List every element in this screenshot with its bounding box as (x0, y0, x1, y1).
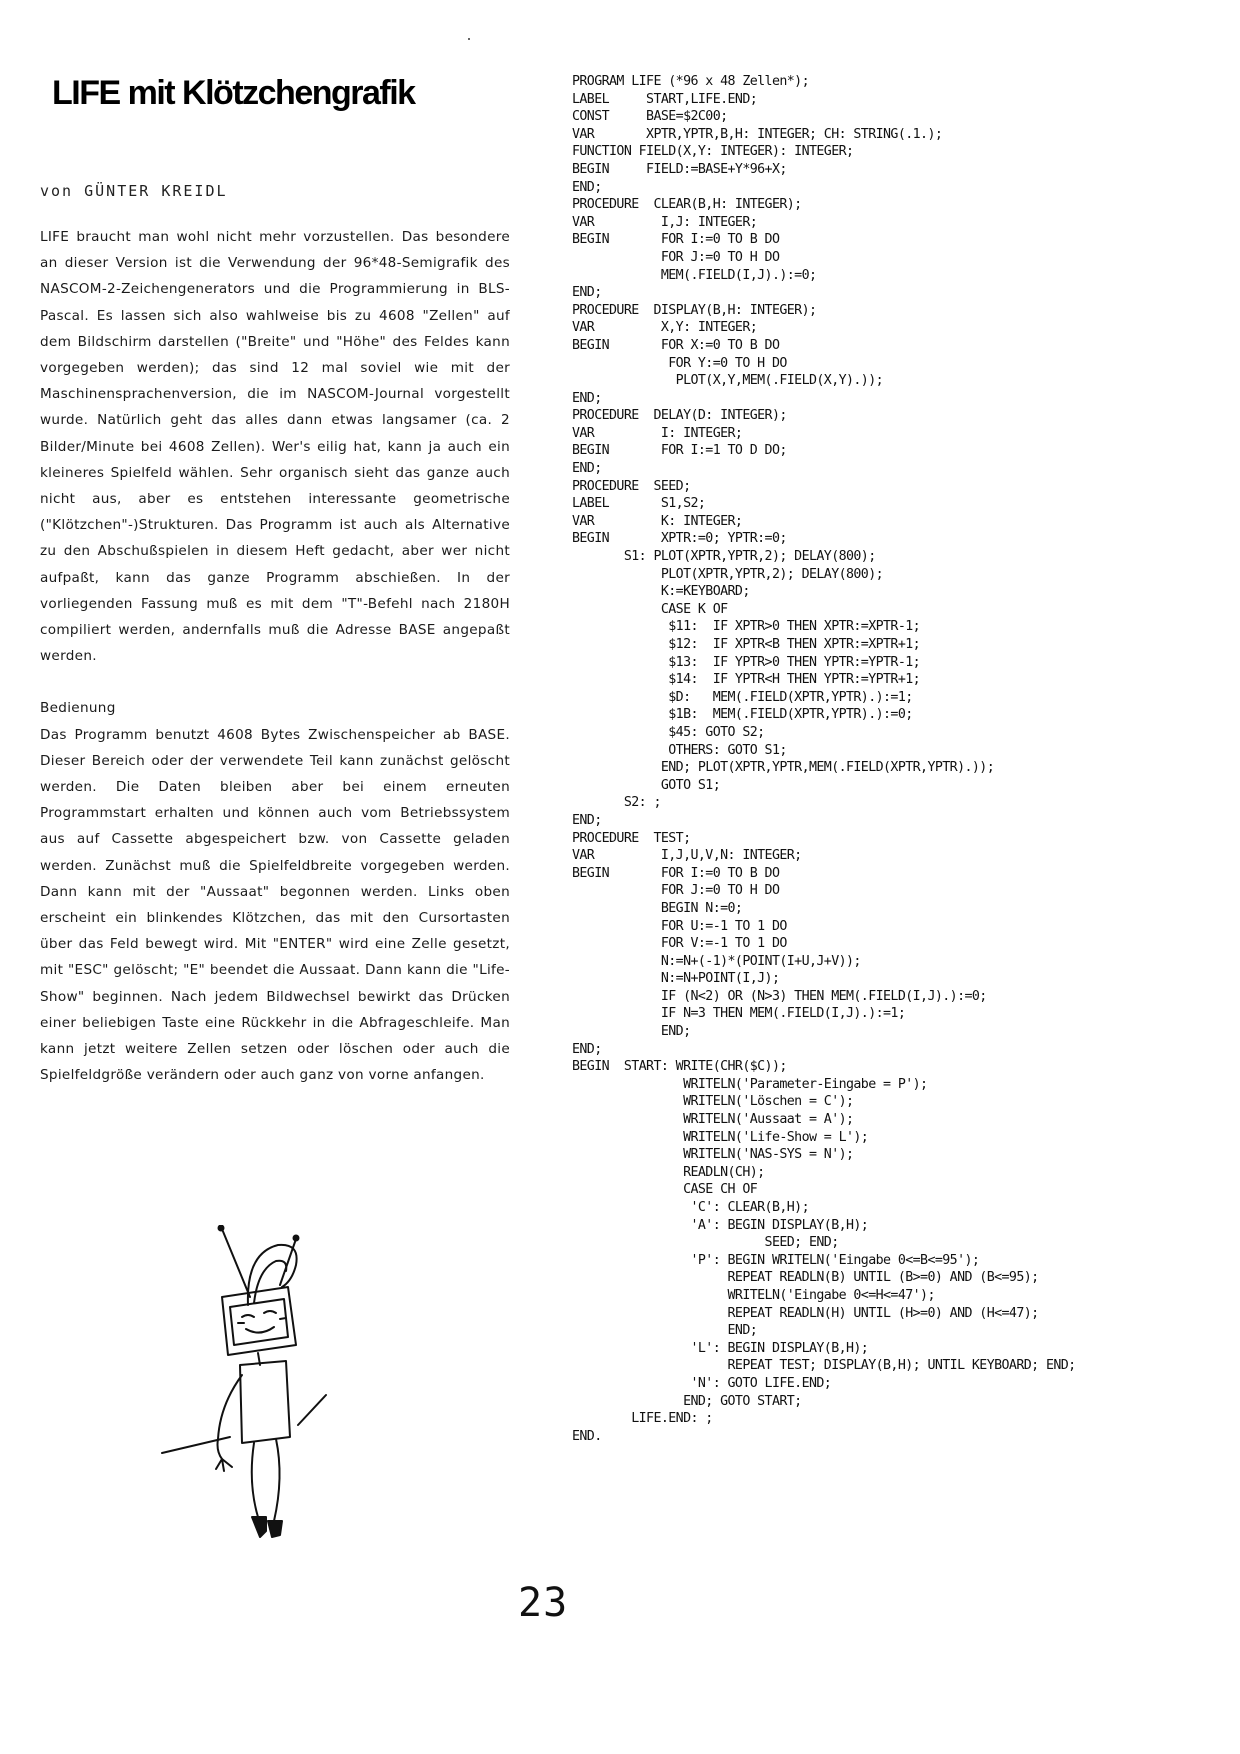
section-paragraph: Das Programm benutzt 4608 Bytes Zwischenspeicher ab BASE. Dieser Bereich oder der verwendete Teil kann zunächst gelöscht werden. Die Daten bleiben aber bei einem erneuten Programmstart erhalten und können auch vom Betriebssystem aus auf Cassette abgespeichert bzw. von Cassette geladen werden. Zunächst muß die Spielfeldbreite vorgegeben werden. Dann kann mit der "Aussaat" begonnen werden. Links oben erscheint ein blinkendes Klötzchen, das mit den Cursortasten über das Feld bewegt wird. Mit "ENTER" wird eine Zelle gesetzt, mit "ESC" gelöscht; "E" beendet die Aussaat. Dann kann die "Life-Show" beginnen. Nach jedem Bildwechsel bewirkt das Drücken einer beliebigen Taste eine Rückkehr in die Abfrageschleife. Man kann jetzt weitere Zellen setzen oder löschen oder auch die Spielfeldgröße verändern oder auch ganz von vorne anfangen. (40, 726, 510, 1084)
code-line: WRITELN('Aussaat = A'); (683, 1112, 854, 1128)
code-line: END; (727, 1323, 758, 1339)
code-line: BEGIN N:=0; (660, 900, 743, 916)
code-line: END; (660, 1024, 691, 1040)
code-line: $1B: MEM(.FIELD(XPTR,YPTR).):=0; (668, 707, 913, 723)
code-line: PLOT(X,Y,MEM(.FIELD(X,Y).)); (675, 373, 884, 389)
code-line: BEGIN XPTR:=0; YPTR:=0; (572, 531, 787, 547)
code-line: VAR I,J: INTEGER; (572, 214, 758, 230)
code-line: END; (572, 179, 602, 195)
code-line: END; GOTO START; (683, 1393, 802, 1409)
code-line: $D: MEM(.FIELD(XPTR,YPTR).):=1; (668, 689, 913, 705)
left-arm (218, 1375, 243, 1459)
eye-right (264, 1311, 276, 1313)
code-line: PROCEDURE DELAY(D: INTEGER); (572, 408, 787, 424)
code-line: 'N': GOTO LIFE.END; (690, 1375, 832, 1391)
print-speck (468, 38, 470, 40)
code-line: S1: PLOT(XPTR,YPTR,2); DELAY(800); (623, 549, 876, 565)
code-line: END; PLOT(XPTR,YPTR,MEM(.FIELD(XPTR,YPTR).)); (660, 760, 995, 776)
code-line: WRITELN('Eingabe 0<=H<=47'); (727, 1287, 935, 1303)
code-line: GOTO S1; (660, 777, 721, 793)
code-line: LIFE.END: ; (631, 1411, 713, 1427)
code-line: CASE CH OF (683, 1182, 758, 1198)
code-line: $13: IF YPTR>0 THEN YPTR:=YPTR-1; (668, 654, 921, 670)
code-line: PLOT(XPTR,YPTR,2); DELAY(800); (660, 566, 884, 582)
code-line: FOR J:=0 TO H DO (660, 249, 780, 265)
code-line: CASE K OF (660, 601, 728, 617)
eye-left (242, 1315, 254, 1317)
code-line: $14: IF YPTR<H THEN YPTR:=YPTR+1; (668, 672, 921, 688)
code-line: FOR Y:=0 TO H DO (668, 355, 787, 371)
article-title: LIFE mit Klötzchengrafik (52, 74, 415, 112)
code-line: FOR J:=0 TO H DO (660, 883, 780, 899)
code-line: $12: IF XPTR<B THEN XPTR:=XPTR+1; (668, 637, 921, 652)
code-line: BEGIN FIELD:=BASE+Y*96+X; (572, 161, 787, 177)
code-line: 'A': BEGIN DISPLAY(B,H); (690, 1217, 869, 1233)
code-line: 'P': BEGIN WRITELN('Eingabe 0<=B<=95'); (690, 1252, 980, 1268)
code-line: WRITELN('NAS-SYS = N'); (683, 1147, 854, 1163)
intro-paragraph: LIFE braucht man wohl nicht mehr vorzustellen. Das besondere an dieser Version ist die Verwendung der 96*48-Semigrafik des NASCOM-2-Zeichengenerators und die Programmierung in BLS-Pascal. Es lassen sich also wahlweise bis zu 4608 "Zellen" auf dem Bildschirm darstellen ("Breite" und "Höhe" des Feldes kann vorgegeben werden); das sind 12 mal soviel wie mit der Maschinensprachenversion, die im NASCOM-Journal vorgestellt wurde. Natürlich geht das alles dann etwas langsamer (ca. 2 Bilder/Minute bei 4608 Zellen). Wer's eilig hat, kann ja auch ein kleineres Spielfeld wählen. Sehr organisch sieht das ganze auch nicht aus, aber es entstehen interessante geometrische ("Klötzchen"-)Strukturen. Das Programm ist auch als Alternative zu den Abschußspielen in diesem Heft gedacht, aber wer nicht aufpaßt, kann das ganze Programm abschießen. In der vorliegenden Fassung muß es mit dem "T"-Befehl nach 2180H compiliert werden, andernfalls muß die Adresse BASE angepaßt werden. (40, 229, 510, 665)
code-line: END; (572, 390, 602, 406)
code-line: BEGIN FOR I:=1 TO D DO; (572, 443, 787, 459)
code-line: REPEAT READLN(B) UNTIL (B>=0) AND (B<=95); (727, 1270, 1039, 1286)
code-line: CONST BASE=$2C00; (572, 109, 728, 125)
code-line: PROGRAM LIFE (*96 x 48 Zellen*); (572, 74, 809, 89)
code-line: REPEAT READLN(H) UNTIL (H>=0) AND (H<=47); (727, 1305, 1039, 1321)
code-line: BEGIN FOR I:=0 TO B DO (572, 232, 780, 248)
code-line: PROCEDURE DISPLAY(B,H: INTEGER); (572, 302, 817, 318)
code-line: VAR XPTR,YPTR,B,H: INTEGER; CH: STRING(.1.); (572, 126, 943, 142)
code-line: END; (572, 285, 602, 301)
code-line: LABEL S1,S2; (572, 496, 706, 512)
code-line: N:=N+(-1)*(POINT(I+U,J+V)); (660, 953, 861, 969)
article-body (40, 224, 510, 1089)
antenna-left (222, 1229, 250, 1297)
code-line: VAR K: INTEGER; (572, 513, 743, 529)
code-line: PROCEDURE CLEAR(B,H: INTEGER); (572, 197, 802, 213)
code-line: N:=N+POINT(I,J); (660, 971, 780, 987)
code-line: VAR I: INTEGER; (572, 425, 743, 441)
floor-line-right (298, 1395, 326, 1425)
code-line: $45: GOTO S2; (668, 724, 765, 740)
code-line: REPEAT TEST; DISPLAY(B,H); UNTIL KEYBOARD; END; (727, 1358, 1076, 1374)
code-line: FOR V:=-1 TO 1 DO (660, 936, 787, 952)
floor-line-left (162, 1437, 230, 1453)
left-leg (252, 1443, 258, 1517)
code-line: PROCEDURE TEST; (572, 830, 691, 846)
code-line: OTHERS: GOTO S1; (668, 742, 787, 758)
code-line: BEGIN FOR I:=0 TO B DO (572, 865, 780, 881)
code-line: S2: ; (623, 795, 661, 811)
left-shoe (252, 1517, 266, 1537)
code-line: VAR I,J,U,V,N: INTEGER; (572, 848, 802, 864)
code-line: END; (572, 1041, 602, 1057)
code-line: PROCEDURE SEED; (572, 478, 691, 494)
code-line: SEED; END; (764, 1235, 839, 1251)
code-line: 'L': BEGIN DISPLAY(B,H); (690, 1340, 869, 1356)
code-line: FUNCTION FIELD(X,Y: INTEGER): INTEGER; (572, 144, 854, 160)
code-line: VAR X,Y: INTEGER; (572, 320, 758, 336)
code-line: END; (572, 812, 602, 828)
right-leg (274, 1439, 280, 1521)
code-line: WRITELN('Parameter-Eingabe = P'); (683, 1076, 928, 1092)
mouth (246, 1327, 274, 1333)
robot-body (240, 1361, 290, 1443)
section-heading: Bedienung (40, 700, 116, 717)
code-line: 'C': CLEAR(B,H); (690, 1200, 809, 1215)
code-line: BEGIN START: WRITE(CHR($C)); (572, 1059, 787, 1075)
code-line: IF N=3 THEN MEM(.FIELD(I,J).):=1; (660, 1006, 906, 1022)
paragraph-spacer (40, 669, 510, 695)
page-number: 23 (518, 1580, 569, 1626)
code-line: WRITELN('Löschen = C'); (683, 1094, 854, 1110)
code-line: END; (572, 461, 602, 477)
code-line: END. (572, 1428, 602, 1444)
code-line: IF (N<2) OR (N>3) THEN MEM(.FIELD(I,J).):=0; (660, 988, 987, 1004)
code-line: WRITELN('Life-Show = L'); (683, 1129, 869, 1145)
code-line: MEM(.FIELD(I,J).):=0; (660, 267, 817, 283)
code-line: $11: IF XPTR>0 THEN XPTR:=XPTR-1; (668, 619, 921, 635)
code-line: LABEL START,LIFE.END; (572, 91, 758, 107)
code-line: FOR U:=-1 TO 1 DO (660, 918, 787, 934)
author-byline: von GÜNTER KREIDL (40, 182, 228, 200)
pascal-code-listing (572, 73, 1076, 1445)
right-shoe (268, 1521, 282, 1537)
code-line: READLN(CH); (683, 1164, 765, 1180)
robot-cartoon-illustration (150, 1225, 390, 1545)
code-line: K:=KEYBOARD; (660, 584, 750, 600)
code-line: BEGIN FOR X:=0 TO B DO (572, 337, 780, 353)
